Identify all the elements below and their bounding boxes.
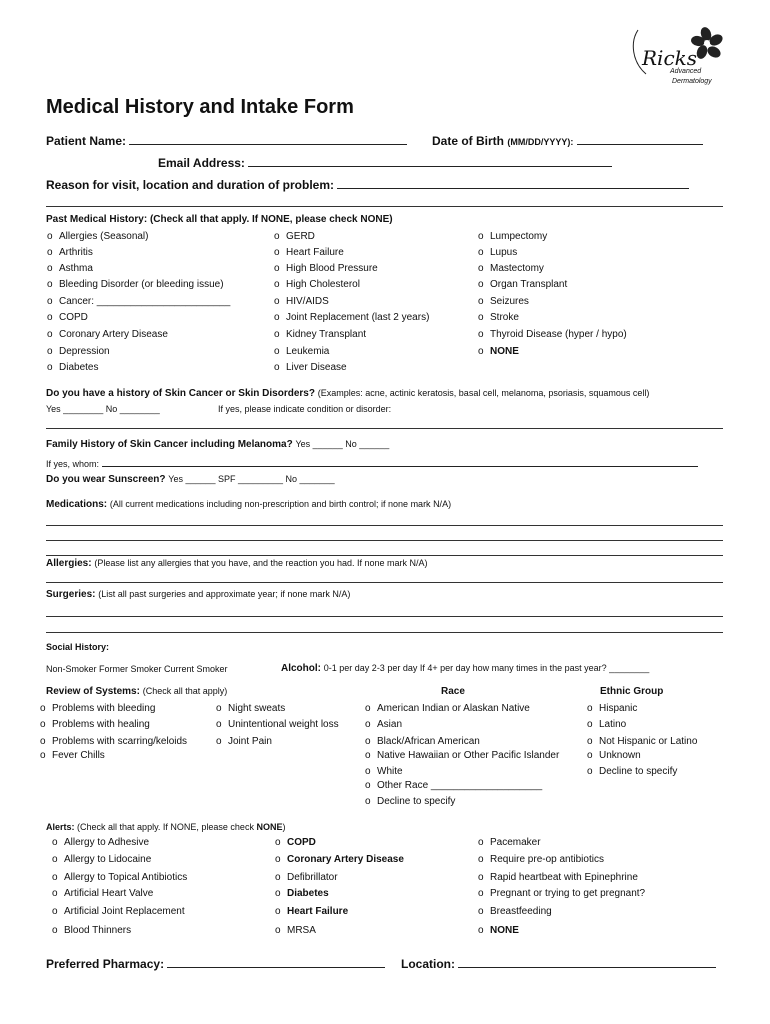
medications-note: (All current medications including non-prescription and birth control; if none mark N/A) — [109, 499, 452, 509]
pmh-option[interactable]: o Organ Transplant — [478, 279, 568, 290]
alcohol-label: Alcohol: — [281, 663, 321, 674]
pmh-option[interactable]: o Seizures — [478, 296, 529, 307]
surgeries-note: (List all past surgeries and approximate year; if none mark N/A) — [98, 589, 351, 599]
pmh-option[interactable]: o COPD — [47, 312, 88, 323]
alert-option[interactable]: o Allergy to Adhesive — [52, 837, 150, 848]
alert-option[interactable]: o Coronary Artery Disease — [275, 854, 404, 865]
alert-option[interactable]: o Breastfeeding — [478, 906, 552, 917]
ethnic-option[interactable]: o Unknown — [587, 750, 641, 761]
alert-option[interactable]: o Pregnant or trying to get pregnant? — [478, 888, 646, 899]
surgeries-line[interactable] — [46, 616, 723, 617]
alert-option[interactable]: o Allergy to Topical Antibiotics — [52, 872, 188, 883]
alerts-instruction: (Check all that apply. If NONE, please check — [77, 822, 254, 832]
alert-option[interactable]: o Diabetes — [275, 888, 329, 899]
pmh-option[interactable]: o Stroke — [478, 312, 519, 323]
pmh-option[interactable]: o High Cholesterol — [274, 279, 360, 290]
dob-format: (MM/DD/YYYY): — [507, 137, 574, 147]
alcohol-options[interactable]: 0-1 per day 2-3 per day If 4+ per day how many times in the past year? ________ — [323, 663, 650, 673]
race-option[interactable]: o Decline to specify — [365, 796, 456, 807]
skin-condition-line[interactable] — [46, 428, 723, 429]
ethnic-heading: Ethnic Group — [600, 686, 664, 697]
logo-line1: Advanced — [670, 68, 702, 75]
race-option[interactable]: o Other Race ____________________ — [365, 780, 543, 791]
alerts-close: ) — [282, 822, 286, 832]
alert-option[interactable]: o Artificial Joint Replacement — [52, 906, 185, 917]
alert-option[interactable]: o MRSA — [275, 925, 316, 936]
pharmacy-field[interactable] — [167, 956, 385, 968]
pmh-option[interactable]: o Arthritis — [47, 247, 93, 258]
race-option[interactable]: o White — [365, 766, 403, 777]
logo-line2: Dermatology — [672, 78, 712, 85]
allergies-label: Allergies: — [46, 558, 92, 569]
alert-option[interactable]: o Rapid heartbeat with Epinephrine — [478, 872, 638, 883]
reason-line-2[interactable] — [46, 206, 723, 207]
pmh-heading: Past Medical History: — [46, 214, 148, 225]
pmh-option[interactable]: o Thyroid Disease (hyper / hypo) — [478, 329, 627, 340]
pmh-option[interactable]: o Mastectomy — [478, 263, 544, 274]
race-heading: Race — [441, 686, 465, 697]
pmh-option[interactable]: o Leukemia — [274, 346, 330, 357]
pmh-option-none[interactable]: o NONE — [478, 346, 519, 357]
alert-option-none[interactable]: o NONE — [478, 925, 519, 936]
alert-option[interactable]: o COPD — [275, 837, 316, 848]
alert-option[interactable]: o Defibrillator — [275, 872, 338, 883]
surgeries-line[interactable] — [46, 632, 723, 633]
pmh-option[interactable]: o Diabetes — [47, 362, 99, 373]
pharmacy-label: Preferred Pharmacy: — [46, 957, 165, 971]
sunscreen-question: Do you wear Sunscreen? — [46, 474, 166, 485]
alert-option[interactable]: o Require pre-op antibiotics — [478, 854, 604, 865]
logo-script: Ricks — [642, 46, 698, 70]
ros-option[interactable]: o Unintentional weight loss — [216, 719, 339, 730]
patient-name-field[interactable] — [129, 133, 407, 145]
alert-option[interactable]: o Artificial Heart Valve — [52, 888, 154, 899]
alert-option[interactable]: o Heart Failure — [275, 906, 349, 917]
surgeries-label: Surgeries: — [46, 589, 96, 600]
pmh-option[interactable]: o Heart Failure — [274, 247, 344, 258]
alert-option[interactable]: o Allergy to Lidocaine — [52, 854, 152, 865]
allergies-line[interactable] — [46, 582, 723, 583]
patient-name-label: Patient Name: — [46, 134, 127, 148]
email-label: Email Address: — [158, 156, 245, 170]
skin-examples: (Examples: acne, actinic keratosis, basal cell, melanoma, psoriasis, squamous cell) — [317, 388, 650, 398]
ros-option[interactable]: o Fever Chills — [40, 750, 105, 761]
medications-line[interactable] — [46, 540, 723, 541]
family-yes-no[interactable]: Yes ______ No ______ — [295, 439, 390, 449]
ethnic-option[interactable]: o Decline to specify — [587, 766, 678, 777]
pmh-option[interactable]: o Allergies (Seasonal) — [47, 231, 149, 242]
ros-option[interactable]: o Night sweats — [216, 703, 286, 714]
social-heading: Social History: — [46, 642, 110, 652]
pmh-option[interactable]: o Joint Replacement (last 2 years) — [274, 312, 430, 323]
pmh-option[interactable]: o Asthma — [47, 263, 93, 274]
dob-field[interactable] — [577, 133, 703, 145]
pmh-option[interactable]: o Depression — [47, 346, 110, 357]
alerts-none-word: NONE — [256, 822, 283, 832]
pmh-option[interactable]: o Coronary Artery Disease — [47, 329, 168, 340]
dob-label: Date of Birth — [432, 134, 504, 148]
skin-if-yes: If yes, please indicate condition or disorder: — [218, 404, 392, 414]
location-field[interactable] — [458, 956, 716, 968]
pmh-option[interactable]: o Liver Disease — [274, 362, 347, 373]
alerts-heading: Alerts: — [46, 822, 75, 832]
race-option[interactable]: o Black/African American — [365, 736, 480, 747]
skin-yes-no[interactable]: Yes ________ No ________ — [46, 404, 160, 414]
reason-label: Reason for visit, location and duration of problem: — [46, 178, 335, 192]
family-if-yes: If yes, whom: — [46, 459, 100, 469]
ros-option[interactable]: o Joint Pain — [216, 736, 272, 747]
pmh-option[interactable]: o HIV/AIDS — [274, 296, 329, 307]
family-whom-field[interactable] — [102, 457, 698, 467]
alert-option[interactable]: o Blood Thinners — [52, 925, 132, 936]
ros-option[interactable]: o Problems with bleeding — [40, 703, 156, 714]
email-field[interactable] — [248, 155, 612, 167]
allergies-note: (Please list any allergies that you have, and the reaction you had. If none mark N/A) — [94, 558, 428, 568]
pmh-option[interactable]: o High Blood Pressure — [274, 263, 378, 274]
smoking-options[interactable]: Non-Smoker Former Smoker Current Smoker — [46, 664, 228, 674]
pmh-option[interactable]: o Lumpectomy — [478, 231, 548, 242]
sunscreen-options[interactable]: Yes ______ SPF _________ No _______ — [168, 474, 335, 484]
location-label: Location: — [401, 957, 455, 971]
medications-line[interactable] — [46, 555, 723, 556]
practice-logo — [628, 22, 728, 94]
ros-heading: Review of Systems: — [46, 686, 140, 697]
pmh-instruction: (Check all that apply. If NONE, please check NONE) — [149, 214, 393, 225]
medications-line[interactable] — [46, 525, 723, 526]
ros-instruction: (Check all that apply) — [142, 686, 228, 696]
family-question: Family History of Skin Cancer including Melanoma? — [46, 439, 293, 450]
pmh-option[interactable]: o Bleeding Disorder (or bleeding issue) — [47, 279, 224, 290]
pmh-option[interactable]: o Lupus — [478, 247, 518, 258]
form-title: Medical History and Intake Form — [46, 96, 354, 118]
ros-option[interactable]: o Problems with scarring/keloids — [40, 736, 188, 747]
skin-question: Do you have a history of Skin Cancer or Skin Disorders? — [46, 388, 315, 399]
ethnic-option[interactable]: o Hispanic — [587, 703, 638, 714]
ethnic-option[interactable]: o Latino — [587, 719, 627, 730]
medications-label: Medications: — [46, 499, 108, 510]
ethnic-option[interactable]: o Not Hispanic or Latino — [587, 736, 698, 747]
pmh-option[interactable]: o GERD — [274, 231, 315, 242]
alert-option[interactable]: o Pacemaker — [478, 837, 541, 848]
pmh-option[interactable]: o Cancer: ________________________ — [47, 296, 231, 307]
pmh-option[interactable]: o Kidney Transplant — [274, 329, 367, 340]
race-option[interactable]: o Native Hawaiian or Other Pacific Islander — [365, 750, 560, 761]
ros-option[interactable]: o Problems with healing — [40, 719, 150, 730]
race-option[interactable]: o American Indian or Alaskan Native — [365, 703, 530, 714]
race-option[interactable]: o Asian — [365, 719, 403, 730]
reason-field[interactable] — [337, 177, 689, 189]
